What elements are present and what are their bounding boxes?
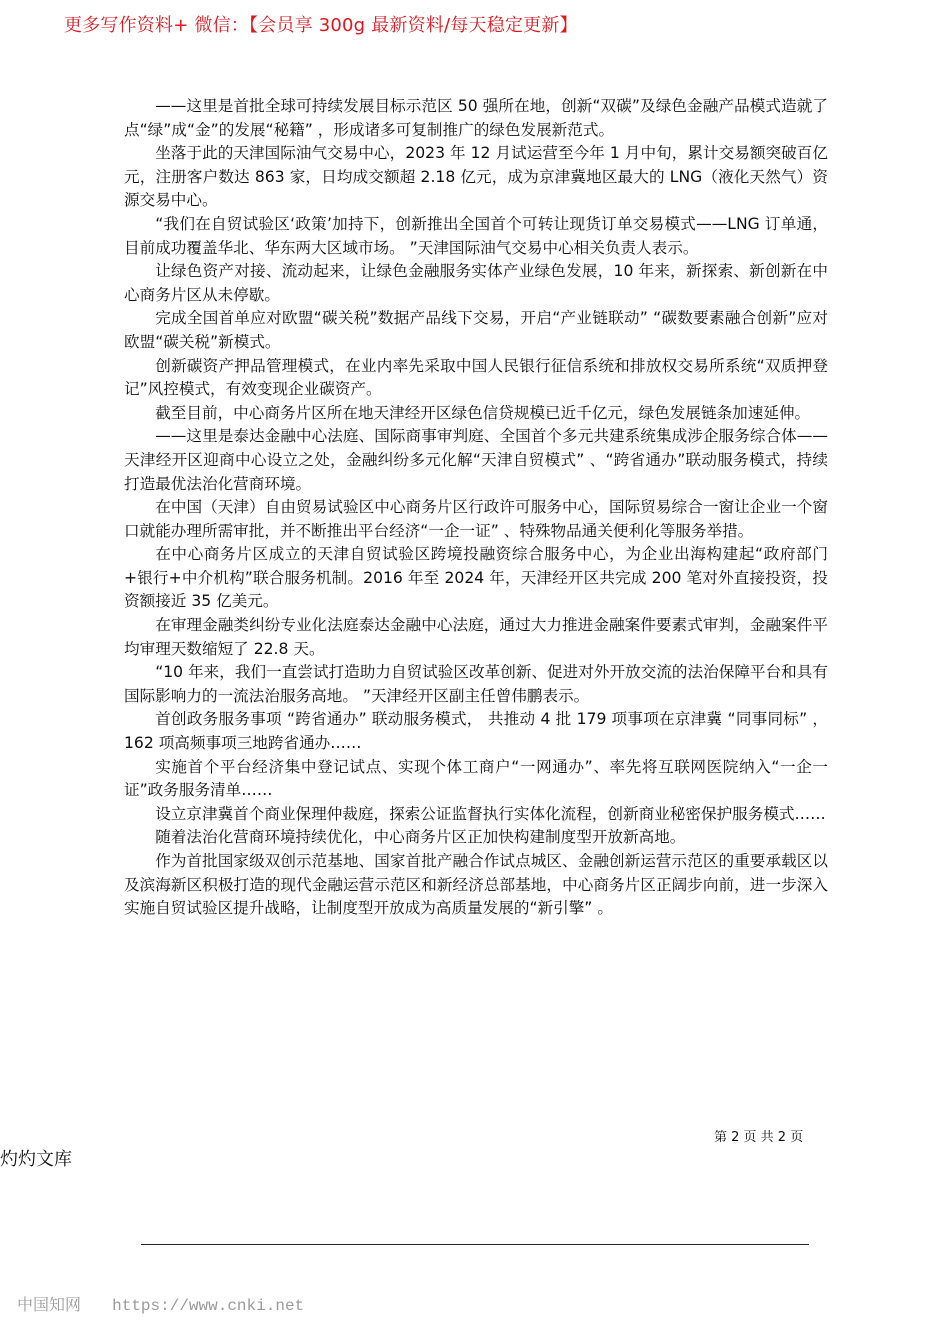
paragraph: 坐落于此的天津国际油气交易中心，2023 年 12 月试运营至今年 1 月中旬，累计交易额突破百亿元，注册客户数达 863 家，日均成交额超 2.18 亿元，成为京津冀地区最大的 LNG（液化天然气）资源交易中心。 — [124, 144, 828, 210]
paragraph: “10 年来，我们一直尝试打造助力自贸试验区改革创新、促进对外开放交流的法治保障平台和具有国际影响力的一流法治服务高地。 ”天津经开区副主任曾伟鹏表示。 — [124, 663, 828, 705]
paragraph: 完成全国首单应对欧盟“碳关税”数据产品线下交易，开启“产业链联动” “碳数要素融合创新”应对欧盟“碳关税”新模式。 — [124, 309, 828, 351]
page-number: 第 2 页 共 2 页 — [714, 1130, 804, 1145]
paragraph: 设立京津冀首个商业保理仲裁庭，探索公证监督执行实体化流程，创新商业秘密保护服务模式…… — [155, 804, 826, 823]
footer-divider — [141, 1244, 809, 1245]
cnki-url: https://www.cnki.net — [112, 1297, 305, 1315]
paragraph: 截至目前，中心商务片区所在地天津经开区绿色信贷规模已近千亿元，绿色发展链条加速延伸。 — [155, 403, 811, 422]
paragraph: 首创政务服务事项 “跨省通办” 联动服务模式， 共推动 4 批 179 项事项在京津冀 “同事同标” ，162 项高频事项三地跨省通办…… — [124, 710, 828, 753]
cnki-watermark — [17, 1294, 304, 1317]
paragraph: 在中国（天津）自由贸易试验区中心商务片区行政许可服务中心，国际贸易综合一窗让企业一个窗口就能办理所需审批，并不断推出平台经济“一企一证” 、特殊物品通关便利化等服务举措。 — [124, 498, 828, 540]
paragraph: 作为首批国家级双创示范基地、国家首批产融合作试点城区、金融创新运营示范区的重要承载区以及滨海新区积极打造的现代金融运营示范区和新经济总部基地，中心商务片区正阔步向前，进一步深入实施自贸试验区提升战略，让制度型开放成为高质量发展的“新引擎” 。 — [124, 852, 828, 918]
article-body — [124, 95, 828, 921]
paragraph: 创新碳资产押品管理模式，在业内率先采取中国人民银行征信系统和排放权交易所系统“双质押登记”风控模式，有效变现企业碳资产。 — [124, 356, 828, 399]
paragraph: ——这里是泰达金融中心法庭、国际商事审判庭、全国首个多元共建系统集成涉企服务综合体——天津经开区迎商中心设立之处，金融纠纷多元化解“天津自贸模式” 、“跨省通办”联动服务模式，持续打造最优法治化营商环境。 — [124, 427, 828, 493]
paragraph: ——这里是首批全球可持续发展目标示范区 50 强所在地，创新“双碳”及绿色金融产品模式造就了点“绿”成“金”的发展“秘籍” ，形成诸多可复制推广的绿色发展新范式。 — [124, 97, 828, 139]
paragraph: 随着法治化营商环境持续优化，中心商务片区正加快构建制度型开放新高地。 — [155, 828, 686, 847]
paragraph: “我们在自贸试验区‘政策’加持下，创新推出全国首个可转让现货订单交易模式——LNG 订单通，目前成功覆盖华北、华东两大区域市场。 ”天津国际油气交易中心相关负责人表示。 — [124, 214, 828, 257]
source-label: 灼灼文库 — [0, 1149, 72, 1170]
paragraph: 实施首个平台经济集中登记试点、实现个体工商户“一网通办”、率先将互联网医院纳入“一企一证”政务服务清单…… — [124, 757, 828, 800]
paragraph: 在中心商务片区成立的天津自贸试验区跨境投融资综合服务中心，为企业出海构建起“政府部门+银行+中介机构”联合服务机制。2016 年至 2024 年，天津经开区共完成 200 笔对外直接投资，投资额接近 35 亿美元。 — [124, 545, 828, 611]
paragraph: 让绿色资产对接、流动起来，让绿色金融服务实体产业绿色发展，10 年来，新探索、新创新在中心商务片区从未停歇。 — [124, 262, 828, 304]
paragraph: 在审理金融类纠纷专业化法庭泰达金融中心法庭，通过大力推进金融案件要素式审判，金融案件平均审理天数缩短了 22.8 天。 — [124, 616, 828, 658]
cnki-name: 中国知网 — [17, 1295, 82, 1314]
promo-banner: 更多写作资料+ 微信：【会员享 300g 最新资料/每天稳定更新】 — [64, 15, 578, 36]
